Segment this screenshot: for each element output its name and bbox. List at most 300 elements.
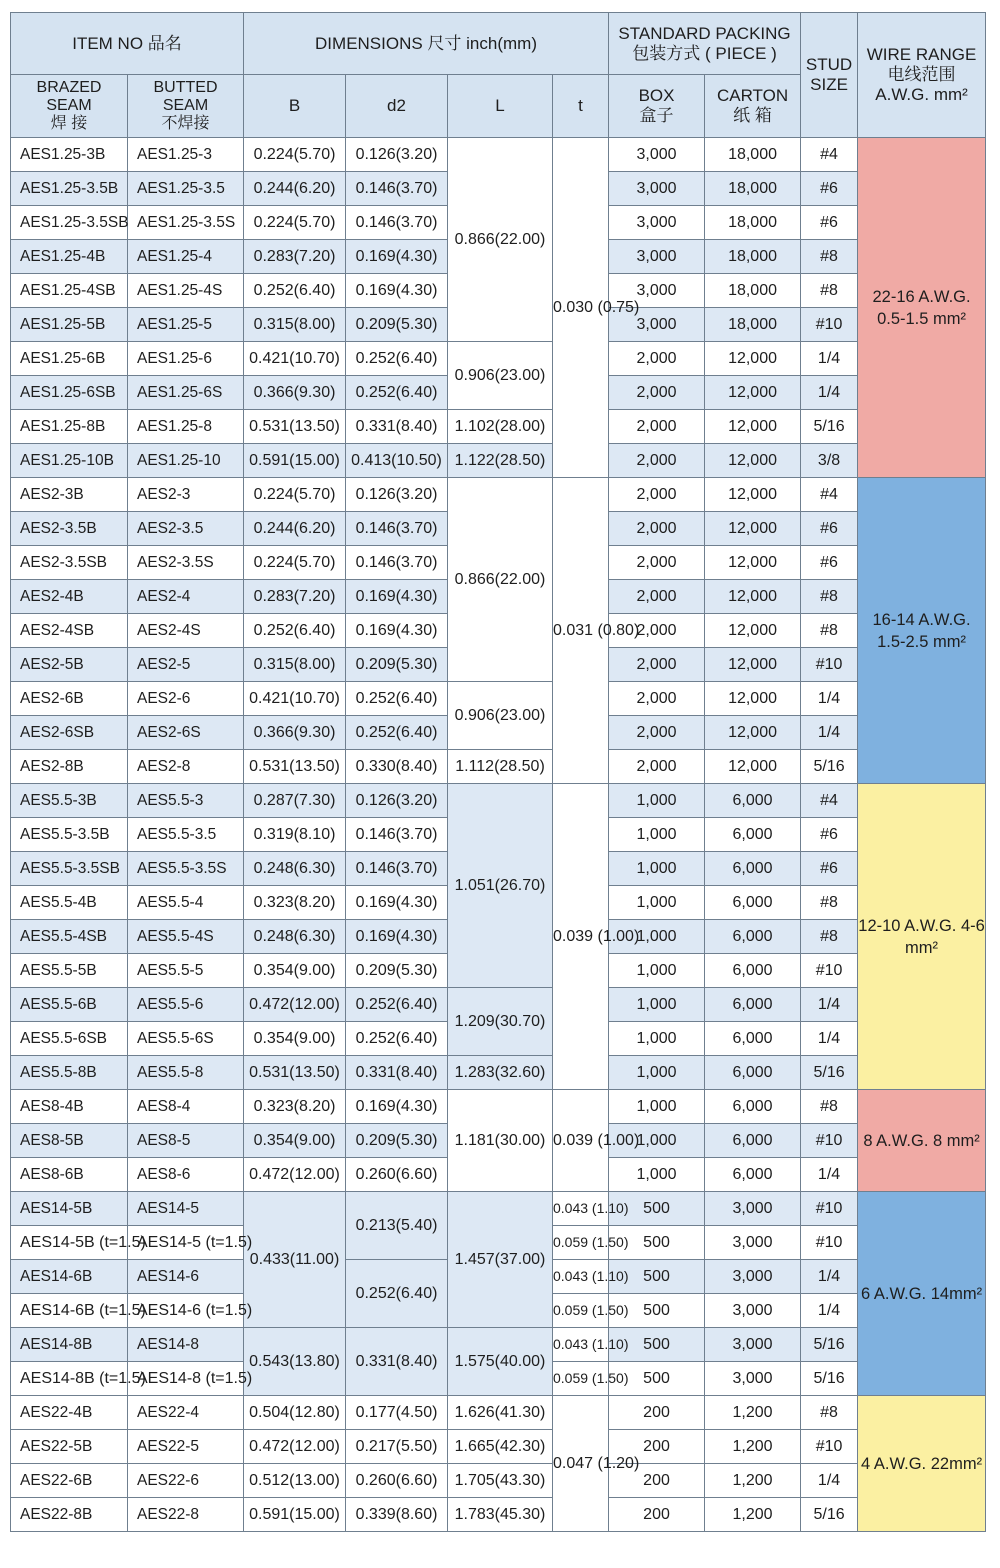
stud-size-cell: 3/8 — [801, 444, 858, 478]
brazed-item-no-cell: AES14-6B — [11, 1260, 128, 1294]
b-cell: 0.252(6.40) — [244, 614, 346, 648]
box-qty-cell: 2,000 — [609, 376, 705, 410]
b-cell: 0.512(13.00) — [244, 1464, 346, 1498]
wire-range-cell: 16-14 A.W.G. 1.5-2.5 mm² — [858, 478, 986, 784]
b-cell: 0.323(8.20) — [244, 886, 346, 920]
b-cell: 0.248(6.30) — [244, 852, 346, 886]
box-qty-cell: 2,000 — [609, 682, 705, 716]
b-column-header: B — [244, 75, 346, 138]
brazed-item-no-cell: AES5.5-3.5SB — [11, 852, 128, 886]
stud-size-cell: #8 — [801, 240, 858, 274]
t-cell: 0.043 (1.10) — [553, 1260, 609, 1294]
d2-column-header: d2 — [346, 75, 448, 138]
carton-qty-cell: 3,000 — [705, 1226, 801, 1260]
stud-size-cell: #6 — [801, 172, 858, 206]
stud-size-cell: 1/4 — [801, 682, 858, 716]
stud-size-cell: 5/16 — [801, 1328, 858, 1362]
table-row — [11, 1464, 986, 1498]
box-qty-cell: 200 — [609, 1498, 705, 1532]
box-qty-cell: 2,000 — [609, 478, 705, 512]
carton-qty-cell: 18,000 — [705, 138, 801, 172]
butted-item-no-cell: AES2-3.5 — [128, 512, 244, 546]
brazed-item-no-cell: AES1.25-8B — [11, 410, 128, 444]
brazed-item-no-cell: AES1.25-5B — [11, 308, 128, 342]
d2-cell: 0.177(4.50) — [346, 1396, 448, 1430]
box-qty-cell: 1,000 — [609, 1124, 705, 1158]
t-cell: 0.043 (1.10) — [553, 1192, 609, 1226]
d2-cell: 0.169(4.30) — [346, 274, 448, 308]
l-cell: 1.626(41.30) — [448, 1396, 553, 1430]
brazed-item-no-cell: AES5.5-5B — [11, 954, 128, 988]
b-cell: 0.354(9.00) — [244, 1022, 346, 1056]
box-qty-cell: 1,000 — [609, 1022, 705, 1056]
box-qty-cell: 3,000 — [609, 274, 705, 308]
stud-size-header: STUD SIZE — [801, 13, 858, 138]
d2-cell: 0.146(3.70) — [346, 512, 448, 546]
carton-qty-cell: 3,000 — [705, 1328, 801, 1362]
d2-cell: 0.169(4.30) — [346, 920, 448, 954]
brazed-item-no-cell: AES1.25-3.5B — [11, 172, 128, 206]
carton-qty-cell: 6,000 — [705, 1022, 801, 1056]
ring-terminal-spec-table — [10, 12, 986, 1532]
b-cell: 0.591(15.00) — [244, 444, 346, 478]
b-cell: 0.433(11.00) — [244, 1192, 346, 1328]
box-qty-cell: 3,000 — [609, 308, 705, 342]
box-qty-cell: 500 — [609, 1328, 705, 1362]
b-cell: 0.591(15.00) — [244, 1498, 346, 1532]
b-cell: 0.252(6.40) — [244, 274, 346, 308]
d2-cell: 0.169(4.30) — [346, 240, 448, 274]
butted-item-no-cell: AES5.5-3.5 — [128, 818, 244, 852]
d2-cell: 0.252(6.40) — [346, 376, 448, 410]
table-row — [11, 682, 986, 716]
brazed-item-no-cell: AES14-5B — [11, 1192, 128, 1226]
t-cell: 0.059 (1.50) — [553, 1362, 609, 1396]
b-cell: 0.224(5.70) — [244, 138, 346, 172]
b-cell: 0.472(12.00) — [244, 1158, 346, 1192]
box-qty-cell: 1,000 — [609, 818, 705, 852]
table-row — [11, 988, 986, 1022]
butted-item-no-cell: AES2-5 — [128, 648, 244, 682]
box-qty-cell: 2,000 — [609, 410, 705, 444]
butted-item-no-cell: AES5.5-6S — [128, 1022, 244, 1056]
carton-qty-cell: 3,000 — [705, 1294, 801, 1328]
carton-qty-cell: 12,000 — [705, 614, 801, 648]
carton-qty-cell: 1,200 — [705, 1464, 801, 1498]
l-cell: 1.051(26.70) — [448, 784, 553, 988]
b-cell: 0.283(7.20) — [244, 240, 346, 274]
b-cell: 0.323(8.20) — [244, 1090, 346, 1124]
d2-cell: 0.331(8.40) — [346, 410, 448, 444]
b-cell: 0.283(7.20) — [244, 580, 346, 614]
b-cell: 0.315(8.00) — [244, 308, 346, 342]
butted-item-no-cell: AES2-4 — [128, 580, 244, 614]
butted-item-no-cell: AES1.25-10 — [128, 444, 244, 478]
table-row — [11, 784, 986, 818]
b-cell: 0.287(7.30) — [244, 784, 346, 818]
carton-qty-cell: 6,000 — [705, 886, 801, 920]
box-qty-cell: 1,000 — [609, 852, 705, 886]
box-column-header: BOX 盒子 — [609, 75, 705, 138]
brazed-item-no-cell: AES1.25-6SB — [11, 376, 128, 410]
l-cell: 1.705(43.30) — [448, 1464, 553, 1498]
carton-qty-cell: 12,000 — [705, 512, 801, 546]
brazed-item-no-cell: AES1.25-3B — [11, 138, 128, 172]
carton-qty-cell: 6,000 — [705, 954, 801, 988]
butted-item-no-cell: AES1.25-3.5 — [128, 172, 244, 206]
stud-size-cell: #8 — [801, 274, 858, 308]
stud-size-cell: 1/4 — [801, 1260, 858, 1294]
carton-qty-cell: 3,000 — [705, 1192, 801, 1226]
carton-qty-cell: 18,000 — [705, 308, 801, 342]
brazed-item-no-cell: AES2-6SB — [11, 716, 128, 750]
butted-item-no-cell: AES22-8 — [128, 1498, 244, 1532]
butted-item-no-cell: AES14-5 (t=1.5) — [128, 1226, 244, 1260]
butted-item-no-cell: AES2-6S — [128, 716, 244, 750]
carton-qty-cell: 6,000 — [705, 818, 801, 852]
d2-cell: 0.146(3.70) — [346, 546, 448, 580]
wire-range-header: WIRE RANGE 电线范围 A.W.G. mm² — [858, 13, 986, 138]
carton-qty-cell: 6,000 — [705, 988, 801, 1022]
carton-qty-cell: 6,000 — [705, 852, 801, 886]
b-cell: 0.244(6.20) — [244, 512, 346, 546]
brazed-item-no-cell: AES8-5B — [11, 1124, 128, 1158]
stud-size-cell: #8 — [801, 1090, 858, 1124]
carton-qty-cell: 12,000 — [705, 444, 801, 478]
butted-item-no-cell: AES1.25-4 — [128, 240, 244, 274]
b-cell: 0.224(5.70) — [244, 546, 346, 580]
box-qty-cell: 2,000 — [609, 716, 705, 750]
box-qty-cell: 500 — [609, 1192, 705, 1226]
d2-cell: 0.169(4.30) — [346, 614, 448, 648]
b-cell: 0.421(10.70) — [244, 682, 346, 716]
carton-qty-cell: 1,200 — [705, 1396, 801, 1430]
b-cell: 0.354(9.00) — [244, 1124, 346, 1158]
butted-item-no-cell: AES5.5-3.5S — [128, 852, 244, 886]
brazed-item-no-cell: AES2-3B — [11, 478, 128, 512]
d2-cell: 0.169(4.30) — [346, 580, 448, 614]
l-cell: 0.906(23.00) — [448, 682, 553, 750]
butted-item-no-cell: AES5.5-4 — [128, 886, 244, 920]
butted-item-no-cell: AES5.5-6 — [128, 988, 244, 1022]
d2-cell: 0.252(6.40) — [346, 1022, 448, 1056]
butted-item-no-cell: AES5.5-3 — [128, 784, 244, 818]
brazed-item-no-cell: AES1.25-4B — [11, 240, 128, 274]
butted-item-no-cell: AES5.5-8 — [128, 1056, 244, 1090]
carton-qty-cell: 6,000 — [705, 1124, 801, 1158]
stud-size-cell: #4 — [801, 784, 858, 818]
brazed-item-no-cell: AES22-5B — [11, 1430, 128, 1464]
stud-size-cell: #8 — [801, 886, 858, 920]
d2-cell: 0.169(4.30) — [346, 1090, 448, 1124]
b-cell: 0.244(6.20) — [244, 172, 346, 206]
t-cell: 0.059 (1.50) — [553, 1226, 609, 1260]
table-row — [11, 1328, 986, 1362]
carton-qty-cell: 6,000 — [705, 920, 801, 954]
brazed-item-no-cell: AES5.5-4B — [11, 886, 128, 920]
stud-size-cell: #8 — [801, 580, 858, 614]
box-qty-cell: 1,000 — [609, 1090, 705, 1124]
wire-range-cell: 12-10 A.W.G. 4-6 mm² — [858, 784, 986, 1090]
brazed-item-no-cell: AES2-6B — [11, 682, 128, 716]
table-row — [11, 1056, 986, 1090]
butted-item-no-cell: AES22-6 — [128, 1464, 244, 1498]
stud-size-cell: 1/4 — [801, 1294, 858, 1328]
butted-item-no-cell: AES5.5-5 — [128, 954, 244, 988]
t-cell: 0.039 (1.00) — [553, 784, 609, 1090]
stud-size-cell: 1/4 — [801, 342, 858, 376]
brazed-item-no-cell: AES2-3.5SB — [11, 546, 128, 580]
d2-cell: 0.126(3.20) — [346, 138, 448, 172]
brazed-item-no-cell: AES2-4B — [11, 580, 128, 614]
box-qty-cell: 2,000 — [609, 580, 705, 614]
stud-size-cell: #6 — [801, 206, 858, 240]
stud-size-cell: #10 — [801, 1192, 858, 1226]
d2-cell: 0.209(5.30) — [346, 648, 448, 682]
carton-qty-cell: 12,000 — [705, 682, 801, 716]
box-qty-cell: 2,000 — [609, 614, 705, 648]
b-cell: 0.319(8.10) — [244, 818, 346, 852]
carton-qty-cell: 18,000 — [705, 172, 801, 206]
table-row — [11, 750, 986, 784]
carton-qty-cell: 18,000 — [705, 240, 801, 274]
butted-item-no-cell: AES1.25-6 — [128, 342, 244, 376]
box-qty-cell: 2,000 — [609, 342, 705, 376]
butted-item-no-cell: AES1.25-3 — [128, 138, 244, 172]
brazed-item-no-cell: AES22-4B — [11, 1396, 128, 1430]
box-qty-cell: 3,000 — [609, 172, 705, 206]
stud-size-cell: 1/4 — [801, 376, 858, 410]
box-qty-cell: 2,000 — [609, 546, 705, 580]
b-cell: 0.366(9.30) — [244, 716, 346, 750]
table-row — [11, 138, 986, 172]
brazed-item-no-cell: AES8-6B — [11, 1158, 128, 1192]
d2-cell: 0.126(3.20) — [346, 478, 448, 512]
dimensions-header: DIMENSIONS 尺寸 inch(mm) — [244, 13, 609, 75]
d2-cell: 0.260(6.60) — [346, 1158, 448, 1192]
table-row — [11, 1192, 986, 1226]
l-cell: 0.866(22.00) — [448, 478, 553, 682]
butted-item-no-cell: AES1.25-6S — [128, 376, 244, 410]
b-cell: 0.472(12.00) — [244, 988, 346, 1022]
l-cell: 1.457(37.00) — [448, 1192, 553, 1328]
box-qty-cell: 1,000 — [609, 954, 705, 988]
l-cell: 0.866(22.00) — [448, 138, 553, 342]
b-cell: 0.224(5.70) — [244, 206, 346, 240]
b-cell: 0.504(12.80) — [244, 1396, 346, 1430]
box-qty-cell: 2,000 — [609, 648, 705, 682]
carton-qty-cell: 18,000 — [705, 206, 801, 240]
d2-cell: 0.331(8.40) — [346, 1056, 448, 1090]
table-row — [11, 342, 986, 376]
carton-qty-cell: 12,000 — [705, 478, 801, 512]
d2-cell: 0.260(6.60) — [346, 1464, 448, 1498]
carton-qty-cell: 6,000 — [705, 1056, 801, 1090]
butted-item-no-cell: AES14-6 (t=1.5) — [128, 1294, 244, 1328]
box-qty-cell: 3,000 — [609, 138, 705, 172]
stud-size-cell: #10 — [801, 1226, 858, 1260]
wire-range-cell: 22-16 A.W.G. 0.5-1.5 mm² — [858, 138, 986, 478]
butted-item-no-cell: AES14-5 — [128, 1192, 244, 1226]
b-cell: 0.531(13.50) — [244, 1056, 346, 1090]
stud-size-cell: #8 — [801, 614, 858, 648]
stud-size-cell: #6 — [801, 546, 858, 580]
b-cell: 0.543(13.80) — [244, 1328, 346, 1396]
b-cell: 0.531(13.50) — [244, 750, 346, 784]
carton-qty-cell: 18,000 — [705, 274, 801, 308]
brazed-item-no-cell: AES1.25-4SB — [11, 274, 128, 308]
stud-size-cell: 5/16 — [801, 1056, 858, 1090]
box-qty-cell: 500 — [609, 1294, 705, 1328]
d2-cell: 0.330(8.40) — [346, 750, 448, 784]
butted-item-no-cell: AES2-3 — [128, 478, 244, 512]
d2-cell: 0.209(5.30) — [346, 1124, 448, 1158]
stud-size-cell: 1/4 — [801, 716, 858, 750]
d2-cell: 0.413(10.50) — [346, 444, 448, 478]
d2-cell: 0.252(6.40) — [346, 1260, 448, 1328]
brazed-item-no-cell: AES1.25-10B — [11, 444, 128, 478]
d2-cell: 0.213(5.40) — [346, 1192, 448, 1260]
l-column-header: L — [448, 75, 553, 138]
t-cell: 0.059 (1.50) — [553, 1294, 609, 1328]
butted-item-no-cell: AES1.25-8 — [128, 410, 244, 444]
t-cell: 0.047 (1.20) — [553, 1396, 609, 1532]
t-cell: 0.039 (1.00) — [553, 1090, 609, 1192]
wire-range-cell: 4 A.W.G. 22mm² — [858, 1396, 986, 1532]
b-cell: 0.531(13.50) — [244, 410, 346, 444]
stud-size-cell: #4 — [801, 138, 858, 172]
butted-item-no-cell: AES22-5 — [128, 1430, 244, 1464]
carton-qty-cell: 12,000 — [705, 342, 801, 376]
brazed-item-no-cell: AES14-6B (t=1.5) — [11, 1294, 128, 1328]
butted-item-no-cell: AES2-8 — [128, 750, 244, 784]
box-qty-cell: 1,000 — [609, 988, 705, 1022]
box-qty-cell: 500 — [609, 1362, 705, 1396]
butted-item-no-cell: AES8-5 — [128, 1124, 244, 1158]
brazed-item-no-cell: AES2-4SB — [11, 614, 128, 648]
brazed-item-no-cell: AES14-5B (t=1.5) — [11, 1226, 128, 1260]
stud-size-cell: #10 — [801, 1430, 858, 1464]
l-cell: 1.102(28.00) — [448, 410, 553, 444]
carton-qty-cell: 12,000 — [705, 376, 801, 410]
brazed-item-no-cell: AES22-8B — [11, 1498, 128, 1532]
butted-item-no-cell: AES2-4S — [128, 614, 244, 648]
stud-size-cell: #10 — [801, 1124, 858, 1158]
stud-size-cell: #6 — [801, 818, 858, 852]
carton-qty-cell: 3,000 — [705, 1362, 801, 1396]
brazed-item-no-cell: AES5.5-6SB — [11, 1022, 128, 1056]
d2-cell: 0.217(5.50) — [346, 1430, 448, 1464]
stud-size-cell: 5/16 — [801, 750, 858, 784]
butted-item-no-cell: AES2-3.5S — [128, 546, 244, 580]
brazed-item-no-cell: AES2-3.5B — [11, 512, 128, 546]
l-cell: 1.783(45.30) — [448, 1498, 553, 1532]
d2-cell: 0.252(6.40) — [346, 716, 448, 750]
table-row — [11, 1090, 986, 1124]
stud-size-cell: 1/4 — [801, 1464, 858, 1498]
carton-qty-cell: 12,000 — [705, 750, 801, 784]
butted-item-no-cell: AES5.5-4S — [128, 920, 244, 954]
carton-qty-cell: 12,000 — [705, 648, 801, 682]
brazed-item-no-cell: AES2-5B — [11, 648, 128, 682]
butted-item-no-cell: AES1.25-5 — [128, 308, 244, 342]
d2-cell: 0.209(5.30) — [346, 308, 448, 342]
d2-cell: 0.126(3.20) — [346, 784, 448, 818]
standard-packing-header: STANDARD PACKING 包装方式 ( PIECE ) — [609, 13, 801, 75]
butted-item-no-cell: AES8-4 — [128, 1090, 244, 1124]
t-cell: 0.043 (1.10) — [553, 1328, 609, 1362]
table-row — [11, 1498, 986, 1532]
stud-size-cell: 1/4 — [801, 1158, 858, 1192]
d2-cell: 0.252(6.40) — [346, 682, 448, 716]
carton-qty-cell: 12,000 — [705, 580, 801, 614]
stud-size-cell: 1/4 — [801, 1022, 858, 1056]
brazed-item-no-cell: AES5.5-3.5B — [11, 818, 128, 852]
box-qty-cell: 2,000 — [609, 512, 705, 546]
l-cell: 0.906(23.00) — [448, 342, 553, 410]
b-cell: 0.354(9.00) — [244, 954, 346, 988]
table-row — [11, 478, 986, 512]
butted-item-no-cell: AES14-8 (t=1.5) — [128, 1362, 244, 1396]
carton-qty-cell: 12,000 — [705, 546, 801, 580]
brazed-seam-header: BRAZED SEAM 焊 接 — [11, 75, 128, 138]
l-cell: 1.575(40.00) — [448, 1328, 553, 1396]
brazed-item-no-cell: AES5.5-4SB — [11, 920, 128, 954]
stud-size-cell: #10 — [801, 954, 858, 988]
carton-qty-cell: 1,200 — [705, 1498, 801, 1532]
d2-cell: 0.209(5.30) — [346, 954, 448, 988]
box-qty-cell: 200 — [609, 1430, 705, 1464]
butted-item-no-cell: AES8-6 — [128, 1158, 244, 1192]
d2-cell: 0.146(3.70) — [346, 852, 448, 886]
table-row — [11, 1396, 986, 1430]
d2-cell: 0.169(4.30) — [346, 886, 448, 920]
d2-cell: 0.146(3.70) — [346, 172, 448, 206]
d2-cell: 0.339(8.60) — [346, 1498, 448, 1532]
d2-cell: 0.252(6.40) — [346, 988, 448, 1022]
box-qty-cell: 1,000 — [609, 1056, 705, 1090]
b-cell: 0.248(6.30) — [244, 920, 346, 954]
stud-size-cell: 5/16 — [801, 1362, 858, 1396]
t-column-header: t — [553, 75, 609, 138]
brazed-item-no-cell: AES5.5-3B — [11, 784, 128, 818]
brazed-item-no-cell: AES5.5-8B — [11, 1056, 128, 1090]
butted-item-no-cell: AES22-4 — [128, 1396, 244, 1430]
brazed-item-no-cell: AES14-8B — [11, 1328, 128, 1362]
box-qty-cell: 3,000 — [609, 206, 705, 240]
stud-size-cell: #6 — [801, 852, 858, 886]
d2-cell: 0.146(3.70) — [346, 818, 448, 852]
brazed-item-no-cell: AES1.25-3.5SB — [11, 206, 128, 240]
l-cell: 1.209(30.70) — [448, 988, 553, 1056]
table-row — [11, 1430, 986, 1464]
butted-item-no-cell: AES1.25-3.5S — [128, 206, 244, 240]
stud-size-cell: #10 — [801, 648, 858, 682]
box-qty-cell: 500 — [609, 1260, 705, 1294]
box-qty-cell: 500 — [609, 1226, 705, 1260]
butted-item-no-cell: AES14-6 — [128, 1260, 244, 1294]
butted-item-no-cell: AES2-6 — [128, 682, 244, 716]
stud-size-cell: 1/4 — [801, 988, 858, 1022]
stud-size-cell: 5/16 — [801, 1498, 858, 1532]
carton-qty-cell: 6,000 — [705, 784, 801, 818]
b-cell: 0.366(9.30) — [244, 376, 346, 410]
brazed-item-no-cell: AES8-4B — [11, 1090, 128, 1124]
l-cell: 1.283(32.60) — [448, 1056, 553, 1090]
b-cell: 0.224(5.70) — [244, 478, 346, 512]
item-no-header: ITEM NO 品名 — [11, 13, 244, 75]
box-qty-cell: 3,000 — [609, 240, 705, 274]
